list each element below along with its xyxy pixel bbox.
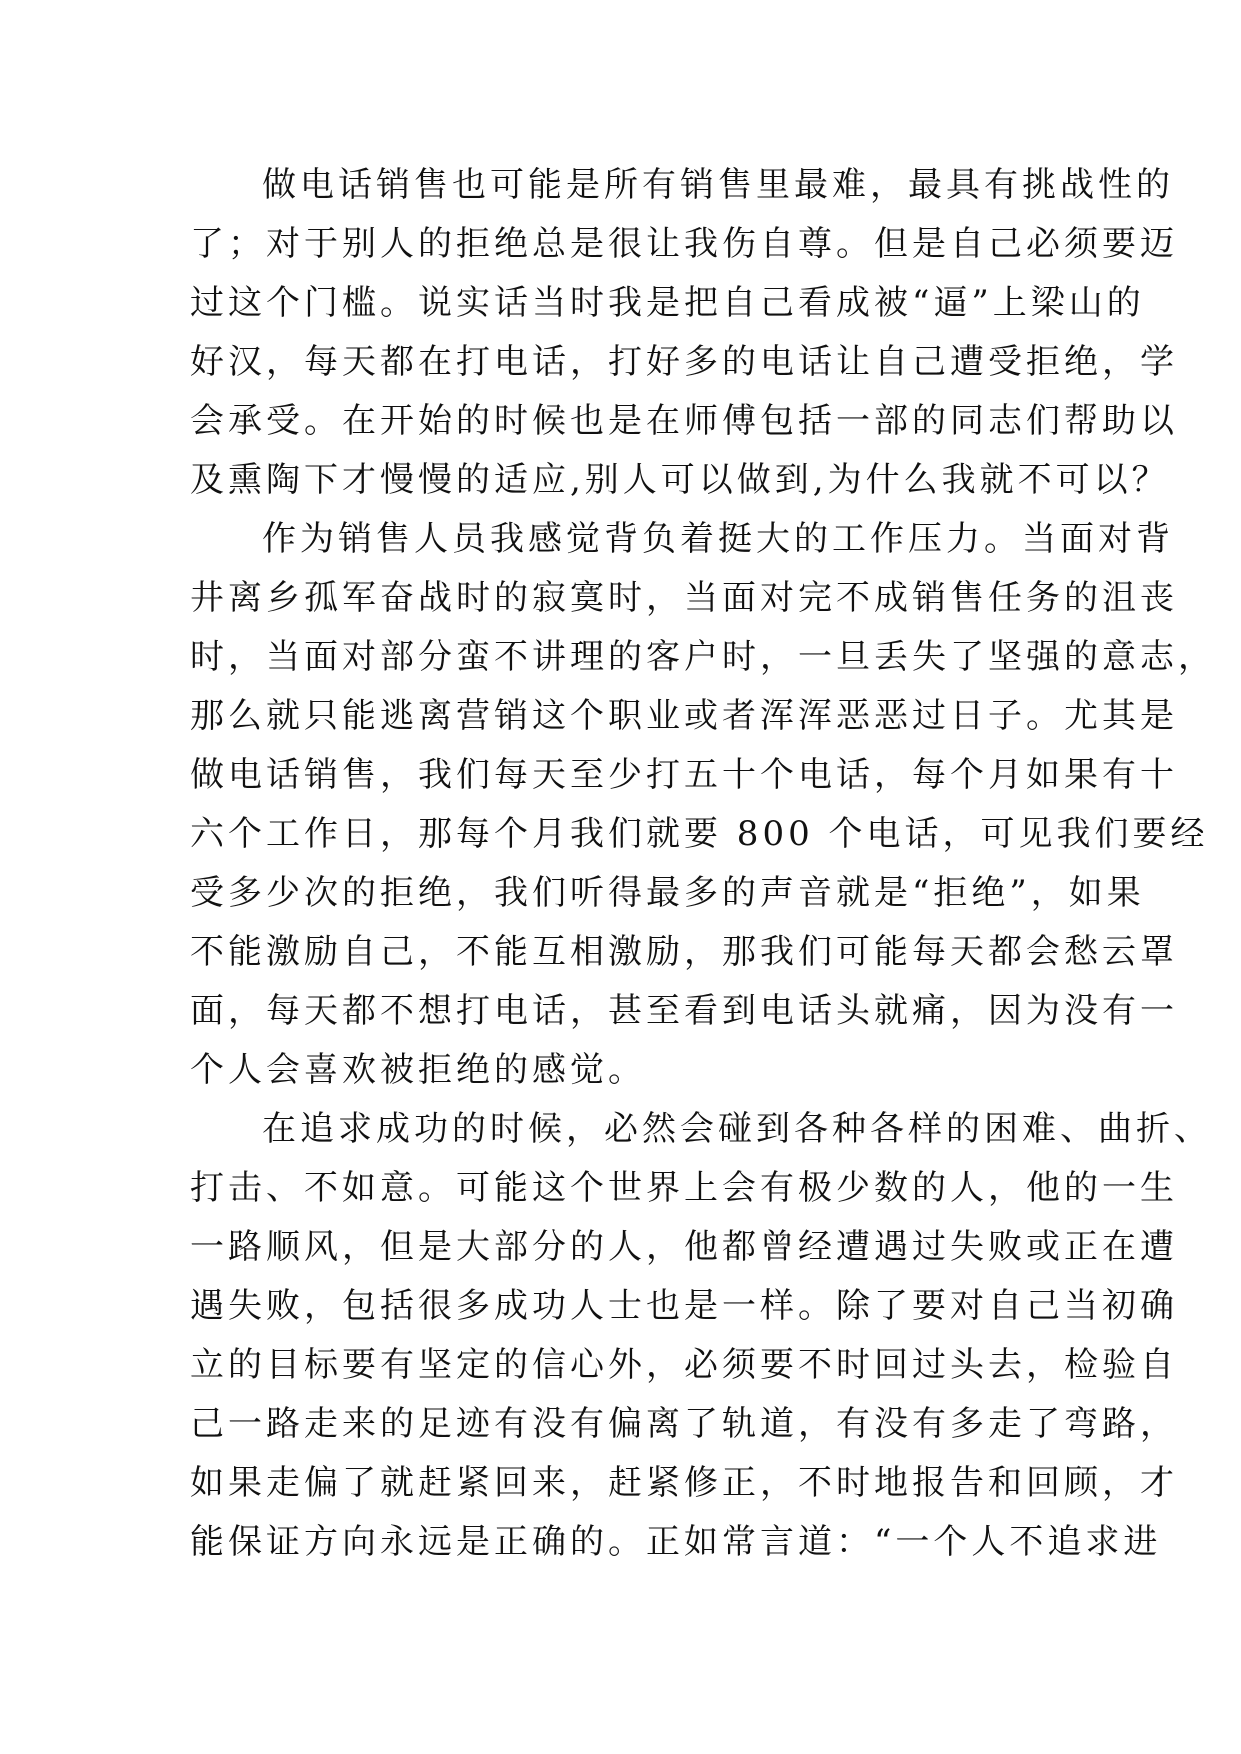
paragraph-3-line-1: 在追求成功的时候，必然会碰到各种各样的困难、曲折、 [262, 1109, 1212, 1149]
paragraph-2-line-7: 受多少次的拒绝，我们听得最多的声音就是“拒绝”，如果 [190, 873, 1145, 913]
paragraph-1-line-4: 好汉，每天都在打电话，打好多的电话让自己遭受拒绝，学 [190, 342, 1178, 382]
paragraph-2-line-4: 那么就只能逃离营销这个职业或者浑浑恶恶过日子。尤其是 [190, 696, 1178, 736]
paragraph-2-line-1: 作为销售人员我感觉背负着挺大的工作压力。当面对背 [262, 519, 1174, 559]
paragraph-3-line-5: 立的目标要有坚定的信心外，必须要不时回过头去，检验自 [190, 1345, 1178, 1385]
paragraph-1-line-1: 做电话销售也可能是所有销售里最难，最具有挑战性的 [262, 165, 1174, 205]
paragraph-2-line-2: 井离乡孤军奋战时的寂寞时，当面对完不成销售任务的沮丧 [190, 578, 1178, 618]
paragraph-3-line-8: 能保证方向永远是正确的。正如常言道：“一个人不追求进 [190, 1522, 1162, 1562]
paragraph-1-line-6: 及熏陶下才慢慢的适应,别人可以做到,为什么我就不可以？ [190, 460, 1170, 500]
paragraph-2-line-5: 做电话销售，我们每天至少打五十个电话，每个月如果有十 [190, 755, 1178, 795]
paragraph-2-line-8: 不能激励自己，不能互相激励，那我们可能每天都会愁云罩 [190, 932, 1178, 972]
document-body [190, 156, 1216, 1572]
paragraph-3-line-4: 遇失败，包括很多成功人士也是一样。除了要对自己当初确 [190, 1286, 1178, 1326]
paragraph-3-line-6: 己一路走来的足迹有没有偏离了轨道，有没有多走了弯路， [190, 1404, 1178, 1444]
paragraph-3-line-2: 打击、不如意。可能这个世界上会有极少数的人，他的一生 [190, 1168, 1178, 1208]
paragraph-2-line-6: 六个工作日，那每个月我们就要 800 个电话，可见我们要经 [190, 814, 1209, 854]
paragraph-1-line-5: 会承受。在开始的时候也是在师傅包括一部的同志们帮助以 [190, 401, 1178, 441]
paragraph-1-line-2: 了；对于别人的拒绝总是很让我伤自尊。但是自己必须要迈 [190, 224, 1178, 264]
paragraph-1-line-3: 过这个门槛。说实话当时我是把自己看成被“逼”上梁山的 [190, 283, 1145, 323]
paragraph-3-line-7: 如果走偏了就赶紧回来，赶紧修正，不时地报告和回顾，才 [190, 1463, 1178, 1503]
paragraph-2-line-10: 个人会喜欢被拒绝的感觉。 [190, 1050, 646, 1090]
paragraph-3-line-3: 一路顺风，但是大部分的人，他都曾经遭遇过失败或正在遭 [190, 1227, 1178, 1267]
paragraph-2-line-9: 面，每天都不想打电话，甚至看到电话头就痛，因为没有一 [190, 991, 1178, 1031]
paragraph-2-line-3: 时，当面对部分蛮不讲理的客户时，一旦丢失了坚强的意志， [190, 637, 1216, 677]
